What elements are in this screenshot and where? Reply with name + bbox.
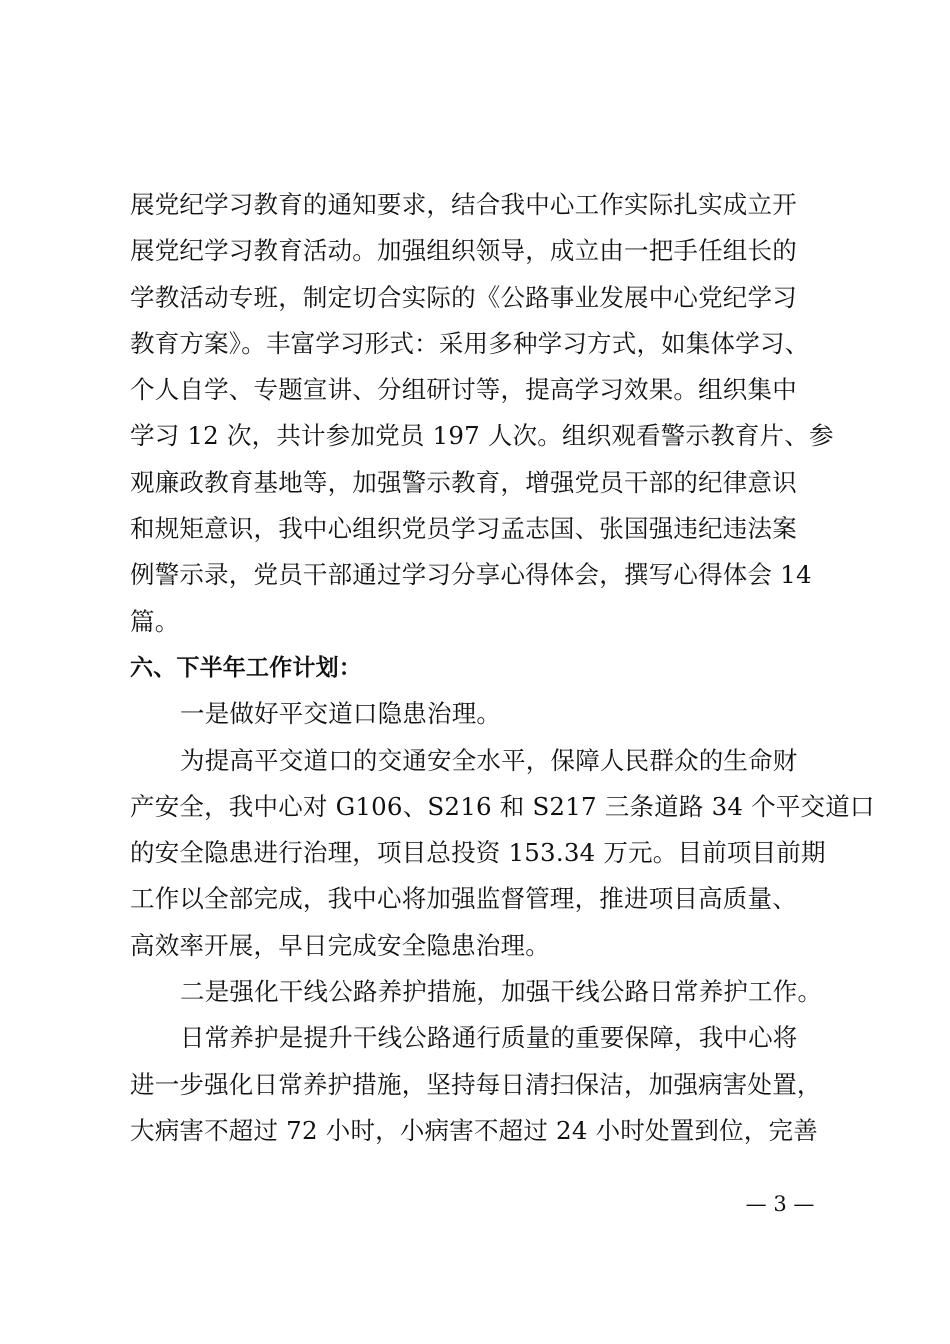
paragraph-line: 篇。 <box>130 606 180 636</box>
subsection-title: 二是强化干线公路养护措施，加强干线公路日常养护工作。 <box>180 977 823 1007</box>
paragraph-line: 学习 12 次，共计参加党员 197 人次。组织观看警示教育片、参 <box>130 421 834 451</box>
paragraph-line: 教育方案》。丰富学习形式：采用多种学习方式，如集体学习、 <box>130 328 810 358</box>
paragraph-line: 产安全，我中心对 G106、S216 和 S217 三条道路 34 个平交道口 <box>130 791 875 821</box>
paragraph-line: 工作以全部完成，我中心将加强监督管理，推进项目高质量、 <box>130 884 797 914</box>
paragraph-line: 进一步强化日常养护措施，坚持每日清扫保洁，加强病害处置， <box>130 1069 822 1099</box>
paragraph-line: 个人自学、专题宣讲、分组研讨等，提高学习效果。组织集中 <box>130 375 797 405</box>
paragraph-line: 为提高平交道口的交通安全水平，保障人民群众的生命财 <box>180 745 798 775</box>
paragraph-line: 日常养护是提升干线公路通行质量的重要保障，我中心将 <box>180 1023 798 1053</box>
paragraph-line: 展党纪学习教育活动。加强组织领导，成立由一把手任组长的 <box>130 236 797 266</box>
paragraph-line: 学教活动专班，制定切合实际的《公路事业发展中心党纪学习 <box>130 282 797 312</box>
document-body <box>130 182 875 1154</box>
paragraph-line: 和规矩意识，我中心组织党员学习孟志国、张国强违纪违法案 <box>130 514 797 544</box>
page-number: — 3 — <box>745 1192 815 1216</box>
paragraph-line: 展党纪学习教育的通知要求，结合我中心工作实际扎实成立开 <box>130 190 797 219</box>
subsection-title: 一是做好平交道口隐患治理。 <box>180 699 502 729</box>
paragraph-line: 高效率开展，早日完成安全隐患治理。 <box>130 930 550 960</box>
paragraph-line: 的安全隐患进行治理，项目总投资 153.34 万元。目前项目前期 <box>130 838 826 868</box>
section-heading: 六、下半年工作计划： <box>130 654 362 681</box>
paragraph-line: 例警示录，党员干部通过学习分享心得体会，撰写心得体会 14 <box>130 560 812 590</box>
paragraph-line: 大病害不超过 72 小时，小病害不超过 24 小时处置到位，完善 <box>130 1115 818 1145</box>
paragraph-line: 观廉政教育基地等，加强警示教育，增强党员干部的纪律意识 <box>130 467 797 497</box>
